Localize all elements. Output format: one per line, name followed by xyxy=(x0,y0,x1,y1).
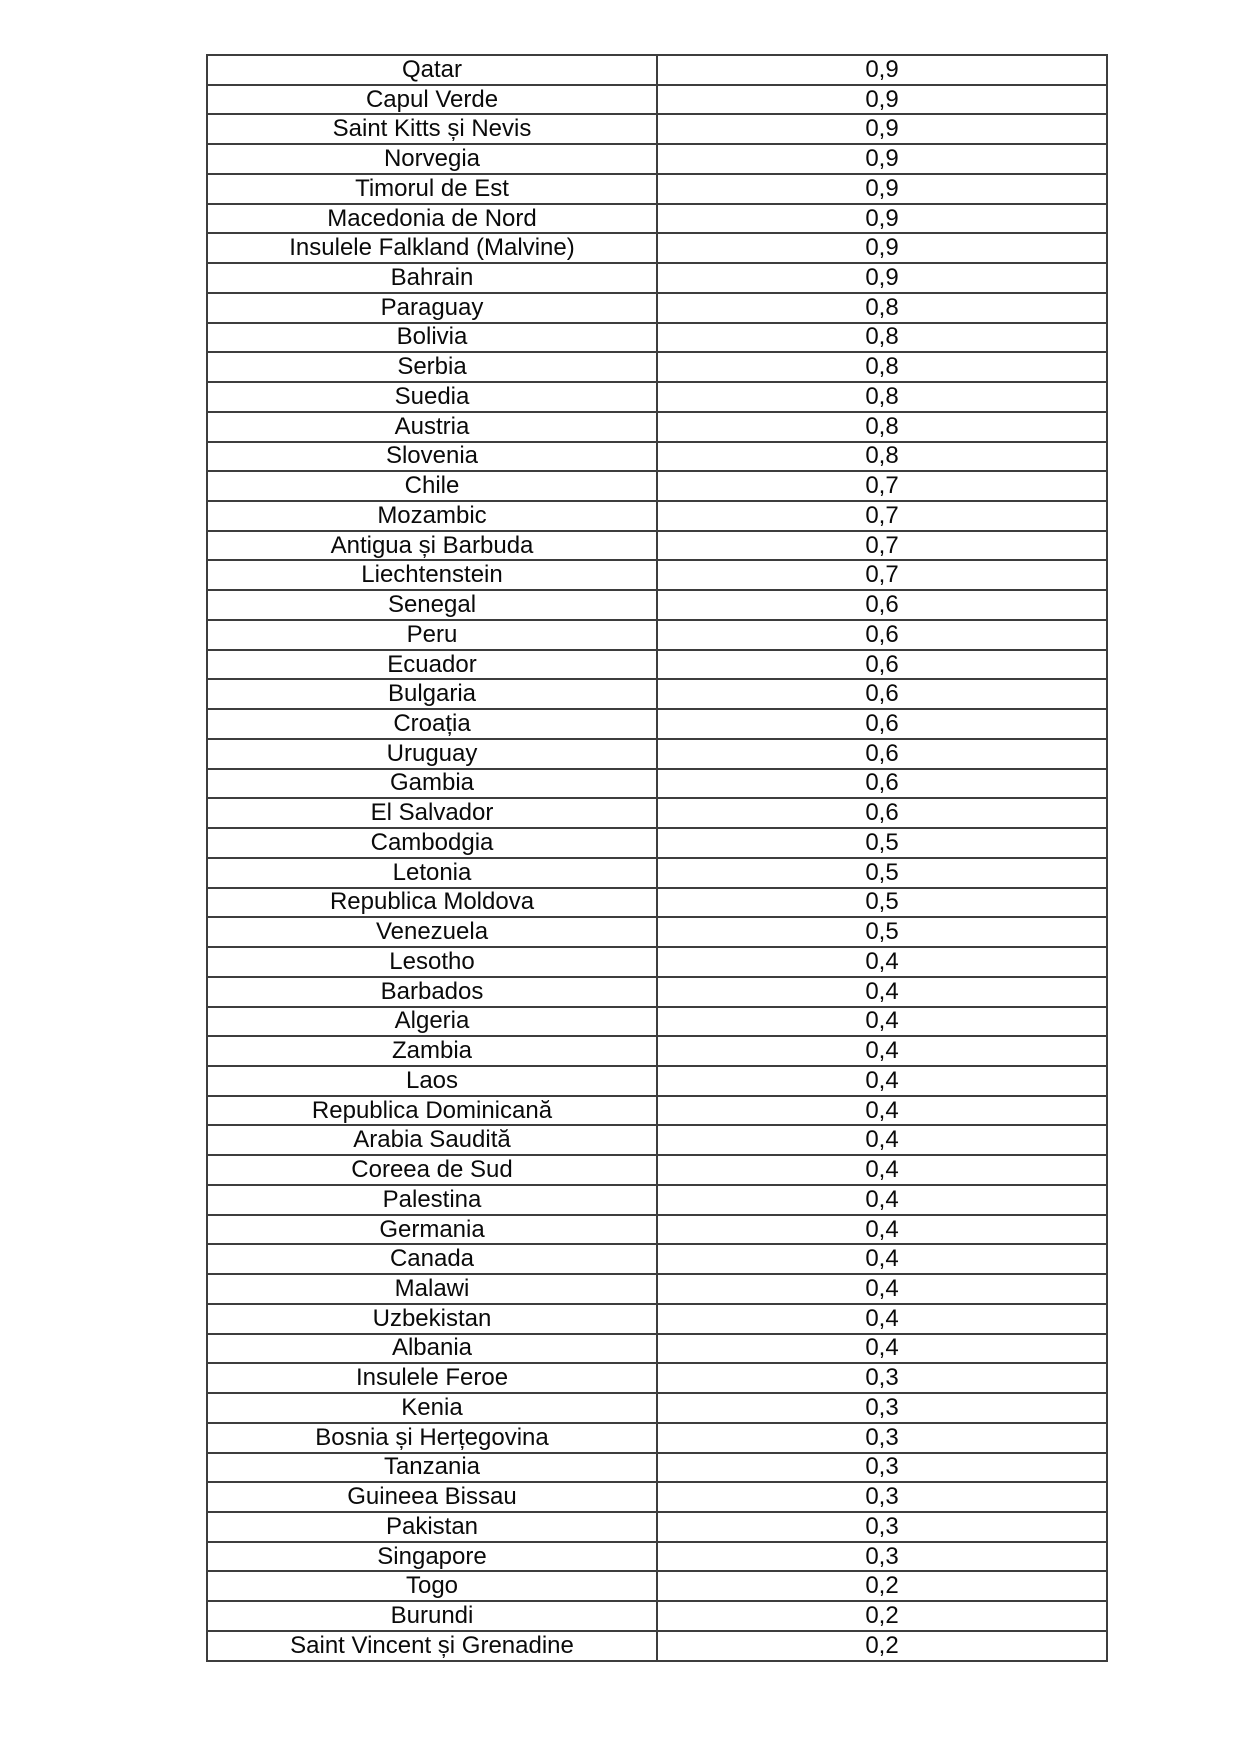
value-cell: 0,5 xyxy=(657,888,1107,918)
table-row xyxy=(207,1155,1107,1185)
table-row xyxy=(207,293,1107,323)
country-cell: Serbia xyxy=(207,352,657,382)
value-cell: 0,3 xyxy=(657,1453,1107,1483)
value-cell: 0,6 xyxy=(657,798,1107,828)
value-cell: 0,2 xyxy=(657,1601,1107,1631)
country-cell: Liechtenstein xyxy=(207,560,657,590)
table-body xyxy=(207,55,1107,1661)
value-cell: 0,5 xyxy=(657,858,1107,888)
value-cell: 0,8 xyxy=(657,323,1107,353)
country-cell: Qatar xyxy=(207,55,657,85)
country-cell: Republica Moldova xyxy=(207,888,657,918)
country-cell: Canada xyxy=(207,1244,657,1274)
value-cell: 0,4 xyxy=(657,1155,1107,1185)
table-row xyxy=(207,1007,1107,1037)
value-cell: 0,4 xyxy=(657,1334,1107,1364)
value-cell: 0,6 xyxy=(657,650,1107,680)
table-row xyxy=(207,174,1107,204)
country-cell: Letonia xyxy=(207,858,657,888)
value-cell: 0,3 xyxy=(657,1363,1107,1393)
table-row xyxy=(207,798,1107,828)
table-row xyxy=(207,1334,1107,1364)
table-row xyxy=(207,709,1107,739)
table-row xyxy=(207,144,1107,174)
table-row xyxy=(207,85,1107,115)
country-cell: Malawi xyxy=(207,1274,657,1304)
country-cell: Guineea Bissau xyxy=(207,1482,657,1512)
value-cell: 0,4 xyxy=(657,1066,1107,1096)
country-cell: Uruguay xyxy=(207,739,657,769)
country-cell: Ecuador xyxy=(207,650,657,680)
table-row xyxy=(207,1363,1107,1393)
value-cell: 0,3 xyxy=(657,1423,1107,1453)
table-row xyxy=(207,650,1107,680)
value-cell: 0,4 xyxy=(657,1096,1107,1126)
table-row xyxy=(207,620,1107,650)
table-row xyxy=(207,1393,1107,1423)
value-cell: 0,7 xyxy=(657,560,1107,590)
table-row xyxy=(207,1453,1107,1483)
value-cell: 0,4 xyxy=(657,1274,1107,1304)
table-row xyxy=(207,1542,1107,1572)
table-row xyxy=(207,739,1107,769)
country-cell: Cambodgia xyxy=(207,828,657,858)
value-cell: 0,9 xyxy=(657,263,1107,293)
value-cell: 0,8 xyxy=(657,442,1107,472)
table-row xyxy=(207,858,1107,888)
table-row xyxy=(207,590,1107,620)
value-cell: 0,9 xyxy=(657,174,1107,204)
country-cell: Mozambic xyxy=(207,501,657,531)
table-row xyxy=(207,1571,1107,1601)
table-row xyxy=(207,1244,1107,1274)
value-cell: 0,6 xyxy=(657,769,1107,799)
country-cell: Insulele Feroe xyxy=(207,1363,657,1393)
value-cell: 0,6 xyxy=(657,739,1107,769)
table-row xyxy=(207,679,1107,709)
country-cell: Saint Vincent și Grenadine xyxy=(207,1631,657,1661)
table-row xyxy=(207,947,1107,977)
country-cell: Timorul de Est xyxy=(207,174,657,204)
value-cell: 0,8 xyxy=(657,293,1107,323)
country-cell: Barbados xyxy=(207,977,657,1007)
country-cell: Kenia xyxy=(207,1393,657,1423)
value-cell: 0,4 xyxy=(657,1304,1107,1334)
value-cell: 0,4 xyxy=(657,1185,1107,1215)
country-cell: Slovenia xyxy=(207,442,657,472)
country-cell: Bolivia xyxy=(207,323,657,353)
country-cell: Bahrain xyxy=(207,263,657,293)
value-cell: 0,4 xyxy=(657,1125,1107,1155)
country-cell: Togo xyxy=(207,1571,657,1601)
table-row xyxy=(207,1066,1107,1096)
table-row xyxy=(207,769,1107,799)
country-cell: Zambia xyxy=(207,1036,657,1066)
table-row xyxy=(207,1423,1107,1453)
table-row xyxy=(207,352,1107,382)
value-cell: 0,2 xyxy=(657,1571,1107,1601)
country-cell: Albania xyxy=(207,1334,657,1364)
country-cell: Chile xyxy=(207,471,657,501)
table-row xyxy=(207,412,1107,442)
value-cell: 0,9 xyxy=(657,204,1107,234)
value-cell: 0,8 xyxy=(657,382,1107,412)
country-cell: Singapore xyxy=(207,1542,657,1572)
table-row xyxy=(207,1096,1107,1126)
table-row xyxy=(207,442,1107,472)
country-cell: El Salvador xyxy=(207,798,657,828)
table-row xyxy=(207,114,1107,144)
country-cell: Pakistan xyxy=(207,1512,657,1542)
value-cell: 0,5 xyxy=(657,828,1107,858)
value-cell: 0,8 xyxy=(657,352,1107,382)
value-cell: 0,4 xyxy=(657,947,1107,977)
value-cell: 0,3 xyxy=(657,1482,1107,1512)
table-row xyxy=(207,55,1107,85)
value-cell: 0,6 xyxy=(657,679,1107,709)
table-row xyxy=(207,263,1107,293)
value-cell: 0,7 xyxy=(657,471,1107,501)
table-row xyxy=(207,1215,1107,1245)
value-cell: 0,6 xyxy=(657,709,1107,739)
value-cell: 0,4 xyxy=(657,1215,1107,1245)
table-row xyxy=(207,323,1107,353)
table-row xyxy=(207,1482,1107,1512)
table-row xyxy=(207,828,1107,858)
table-row xyxy=(207,1304,1107,1334)
value-cell: 0,9 xyxy=(657,114,1107,144)
value-cell: 0,6 xyxy=(657,620,1107,650)
table-row xyxy=(207,1631,1107,1661)
value-cell: 0,4 xyxy=(657,1007,1107,1037)
country-cell: Republica Dominicană xyxy=(207,1096,657,1126)
country-cell: Croația xyxy=(207,709,657,739)
table-row xyxy=(207,917,1107,947)
country-cell: Insulele Falkland (Malvine) xyxy=(207,233,657,263)
country-cell: Germania xyxy=(207,1215,657,1245)
country-cell: Suedia xyxy=(207,382,657,412)
country-cell: Saint Kitts și Nevis xyxy=(207,114,657,144)
value-cell: 0,9 xyxy=(657,55,1107,85)
country-cell: Paraguay xyxy=(207,293,657,323)
country-cell: Laos xyxy=(207,1066,657,1096)
country-cell: Gambia xyxy=(207,769,657,799)
country-values-table xyxy=(206,54,1108,1662)
value-cell: 0,4 xyxy=(657,977,1107,1007)
country-cell: Arabia Saudită xyxy=(207,1125,657,1155)
country-cell: Palestina xyxy=(207,1185,657,1215)
value-cell: 0,3 xyxy=(657,1512,1107,1542)
value-cell: 0,8 xyxy=(657,412,1107,442)
value-cell: 0,4 xyxy=(657,1036,1107,1066)
table-row xyxy=(207,1601,1107,1631)
country-cell: Senegal xyxy=(207,590,657,620)
table-row xyxy=(207,382,1107,412)
table-row xyxy=(207,531,1107,561)
value-cell: 0,2 xyxy=(657,1631,1107,1661)
value-cell: 0,7 xyxy=(657,501,1107,531)
table-row xyxy=(207,1185,1107,1215)
table-row xyxy=(207,1512,1107,1542)
country-cell: Coreea de Sud xyxy=(207,1155,657,1185)
country-cell: Antigua și Barbuda xyxy=(207,531,657,561)
table-row xyxy=(207,977,1107,1007)
country-cell: Capul Verde xyxy=(207,85,657,115)
table-row xyxy=(207,233,1107,263)
country-cell: Venezuela xyxy=(207,917,657,947)
value-cell: 0,3 xyxy=(657,1542,1107,1572)
value-cell: 0,9 xyxy=(657,85,1107,115)
country-cell: Macedonia de Nord xyxy=(207,204,657,234)
country-cell: Norvegia xyxy=(207,144,657,174)
country-cell: Lesotho xyxy=(207,947,657,977)
table-row xyxy=(207,1036,1107,1066)
value-cell: 0,9 xyxy=(657,144,1107,174)
value-cell: 0,6 xyxy=(657,590,1107,620)
country-cell: Tanzania xyxy=(207,1453,657,1483)
table-row xyxy=(207,1125,1107,1155)
country-cell: Uzbekistan xyxy=(207,1304,657,1334)
table-row xyxy=(207,501,1107,531)
table-row xyxy=(207,560,1107,590)
table-row xyxy=(207,888,1107,918)
value-cell: 0,3 xyxy=(657,1393,1107,1423)
country-cell: Burundi xyxy=(207,1601,657,1631)
table-row xyxy=(207,1274,1107,1304)
country-cell: Algeria xyxy=(207,1007,657,1037)
country-cell: Peru xyxy=(207,620,657,650)
country-cell: Bulgaria xyxy=(207,679,657,709)
value-cell: 0,7 xyxy=(657,531,1107,561)
table-row xyxy=(207,204,1107,234)
table-row xyxy=(207,471,1107,501)
value-cell: 0,9 xyxy=(657,233,1107,263)
value-cell: 0,4 xyxy=(657,1244,1107,1274)
country-cell: Bosnia și Herțegovina xyxy=(207,1423,657,1453)
country-cell: Austria xyxy=(207,412,657,442)
value-cell: 0,5 xyxy=(657,917,1107,947)
